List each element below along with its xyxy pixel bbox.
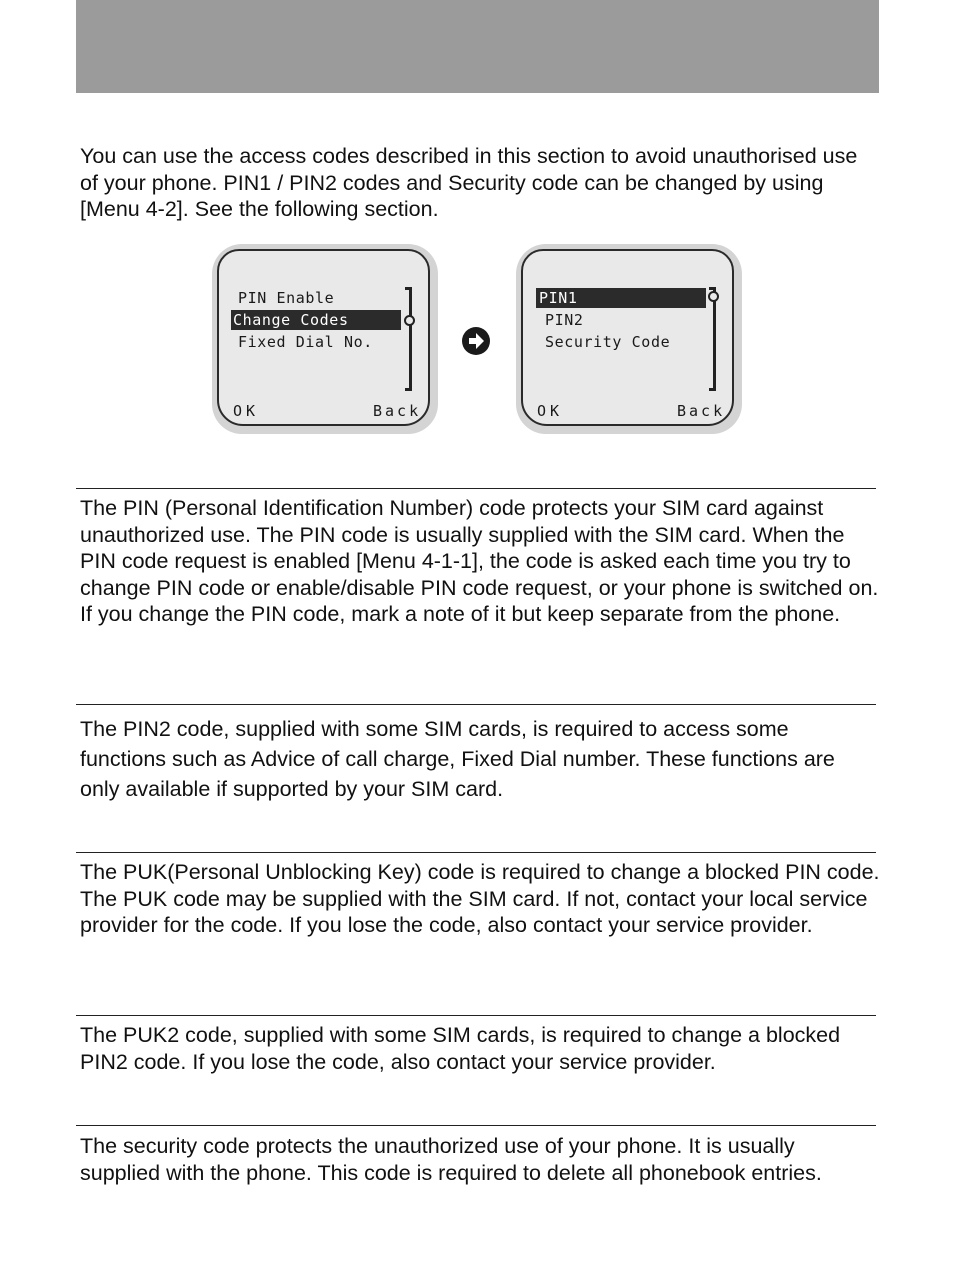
intro-text: You can use the access codes described in this section to avoid unauthorised use of your phone. PIN1 / PIN2 codes and Security code can be changed by using [Menu 4-2]. See the following section.: [80, 144, 858, 221]
menu-item-security-code: Security Code: [545, 333, 671, 351]
phone-display: [521, 249, 734, 426]
menu-item-pin-enable: PIN Enable: [238, 289, 335, 307]
phone-display: [217, 249, 430, 426]
phone-screen-change-codes: [516, 244, 742, 434]
softkey-ok: OK: [537, 402, 564, 420]
softkey-ok: OK: [233, 402, 260, 420]
right-arrow-circle-icon: [461, 326, 491, 356]
security-code-section-text: The security code protects the unauthorized use of your phone. It is usually supplied with the phone. This code is required to delete all phonebook entries.: [80, 1134, 822, 1185]
section-divider: [76, 488, 876, 489]
section-divider: [76, 704, 876, 705]
phone-screen-security-menu: [212, 244, 438, 434]
menu-item-change-codes: Change Codes: [231, 310, 401, 330]
section-divider: [76, 852, 876, 853]
section-divider: [76, 1125, 876, 1126]
softkey-back: Back: [677, 402, 726, 420]
scroll-thumb: [708, 291, 719, 302]
menu-item-fixed-dial: Fixed Dial No.: [238, 333, 373, 351]
puk-section-text: The PUK(Personal Unblocking Key) code is required to change a blocked PIN code. The PUK code may be supplied with the SIM card. If not, contact your local service provider for the code. If you lose the code, also contact your service provider.: [80, 860, 880, 937]
scroll-thumb: [404, 315, 415, 326]
header-band: [76, 0, 879, 93]
section-divider: [76, 1015, 876, 1016]
pin-section-text: The PIN (Personal Identification Number) code protects your SIM card against unauthorized use. The PIN code is usually supplied with the SIM card. When the PIN code request is enabled [Menu 4-1-1], the code is asked each time you try to change PIN code or enable/disable PIN code request, or your phone is switched on. If you change the PIN code, mark a note of it but keep separate from the phone.: [80, 496, 879, 626]
softkey-back: Back: [373, 402, 422, 420]
menu-item-pin2: PIN2: [545, 311, 584, 329]
menu-item-pin1: PIN1: [536, 288, 706, 308]
pin2-section-text: The PIN2 code, supplied with some SIM cards, is required to access some functions such as Advice of call charge, Fixed Dial number. These functions are only available if supported by your SIM card.: [80, 717, 835, 801]
puk2-section-text: The PUK2 code, supplied with some SIM cards, is required to change a blocked PIN2 code. If you lose the code, also contact your service provider.: [80, 1023, 841, 1074]
